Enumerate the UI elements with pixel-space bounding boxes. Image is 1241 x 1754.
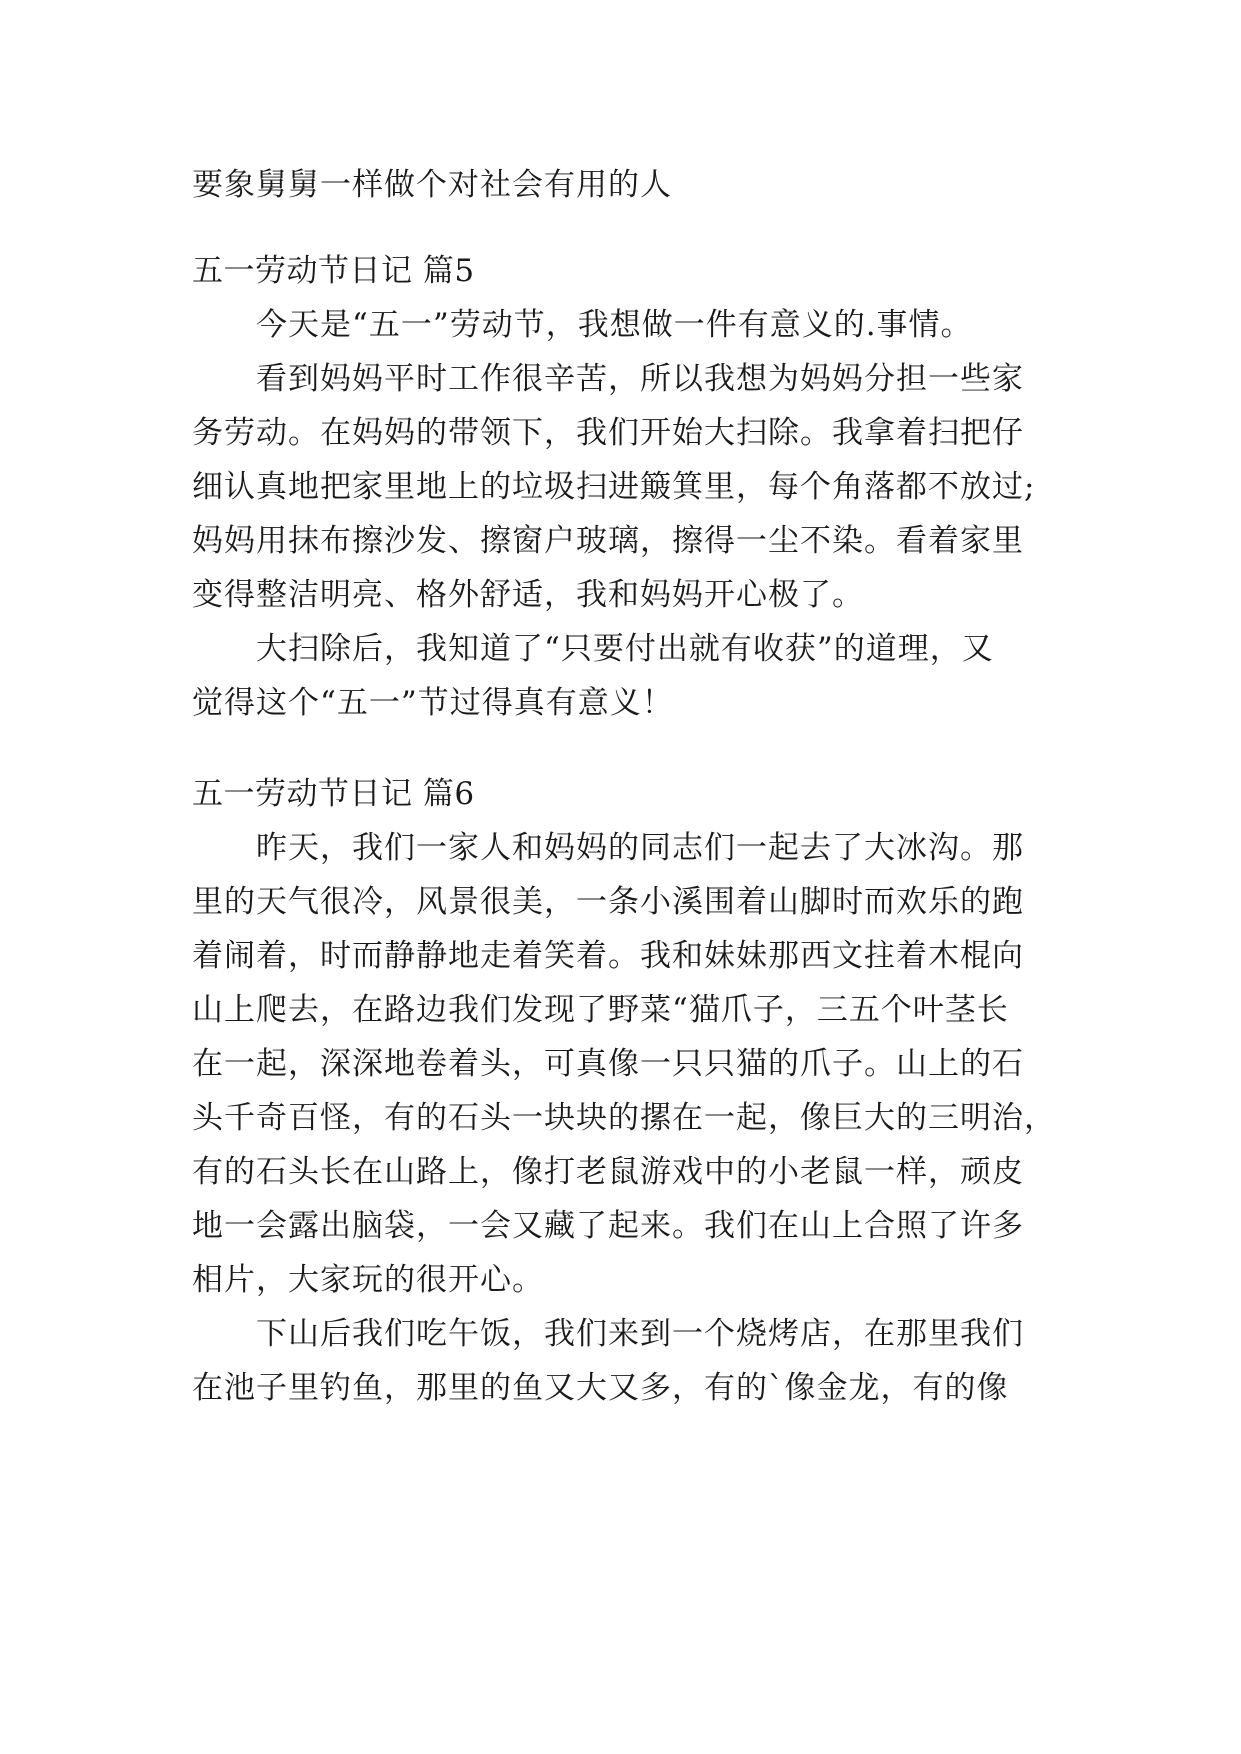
paragraph-line: 细认真地把家里地上的垃圾扫进簸箕里，每个角落都不放过; xyxy=(192,469,1036,505)
paragraph-line: 相片，大家玩的很开心。 xyxy=(192,1262,544,1298)
paragraph-line: 里的天气很冷，风景很美，一条小溪围着山脚时而欢乐的跑 xyxy=(192,884,1024,920)
paragraph-line: 觉得这个“五一”节过得真有意义！ xyxy=(192,685,674,721)
paragraph-line: 有的石头长在山路上，像打老鼠游戏中的小老鼠一样，顽皮 xyxy=(192,1154,1024,1190)
paragraph-line: 在一起，深深地卷着头，可真像一只只猫的爪子。山上的石 xyxy=(192,1046,1024,1082)
paragraph-line: 山上爬去，在路边我们发现了野菜“猫爪子，三五个叶茎长 xyxy=(192,992,1009,1028)
section-heading-6: 五一劳动节日记 篇6 xyxy=(192,776,475,812)
paragraph-line: 下山后我们吃午饭，我们来到一个烧烤店，在那里我们 xyxy=(256,1316,1024,1352)
paragraph-line: 头千奇百怪，有的石头一块块的摞在一起，像巨大的三明治， xyxy=(192,1100,1056,1136)
intro-line: 要象舅舅一样做个对社会有用的人 xyxy=(192,167,672,203)
paragraph-line: 今天是“五一”劳动节，我想做一件有意义的.事情。 xyxy=(256,307,973,343)
paragraph-line: 大扫除后，我知道了“只要付出就有收获”的道理，又 xyxy=(256,631,994,667)
paragraph-line: 妈妈用抹布擦沙发、擦窗户玻璃，擦得一尘不染。看着家里 xyxy=(192,523,1024,559)
paragraph-line: 昨天，我们一家人和妈妈的同志们一起去了大冰沟。那 xyxy=(256,830,1024,866)
paragraph-line: 地一会露出脑袋，一会又藏了起来。我们在山上合照了许多 xyxy=(192,1208,1024,1244)
paragraph-line: 看到妈妈平时工作很辛苦，所以我想为妈妈分担一些家 xyxy=(256,361,1024,397)
paragraph-line: 在池子里钓鱼，那里的鱼又大又多，有的`像金龙，有的像 xyxy=(192,1370,1009,1406)
paragraph-line: 务劳动。在妈妈的带领下，我们开始大扫除。我拿着扫把仔 xyxy=(192,415,1024,451)
paragraph-line: 变得整洁明亮、格外舒适，我和妈妈开心极了。 xyxy=(192,577,864,613)
section-heading-5: 五一劳动节日记 篇5 xyxy=(192,253,475,289)
paragraph-line: 着闹着，时而静静地走着笑着。我和妹妹那西文拄着木棍向 xyxy=(192,938,1024,974)
